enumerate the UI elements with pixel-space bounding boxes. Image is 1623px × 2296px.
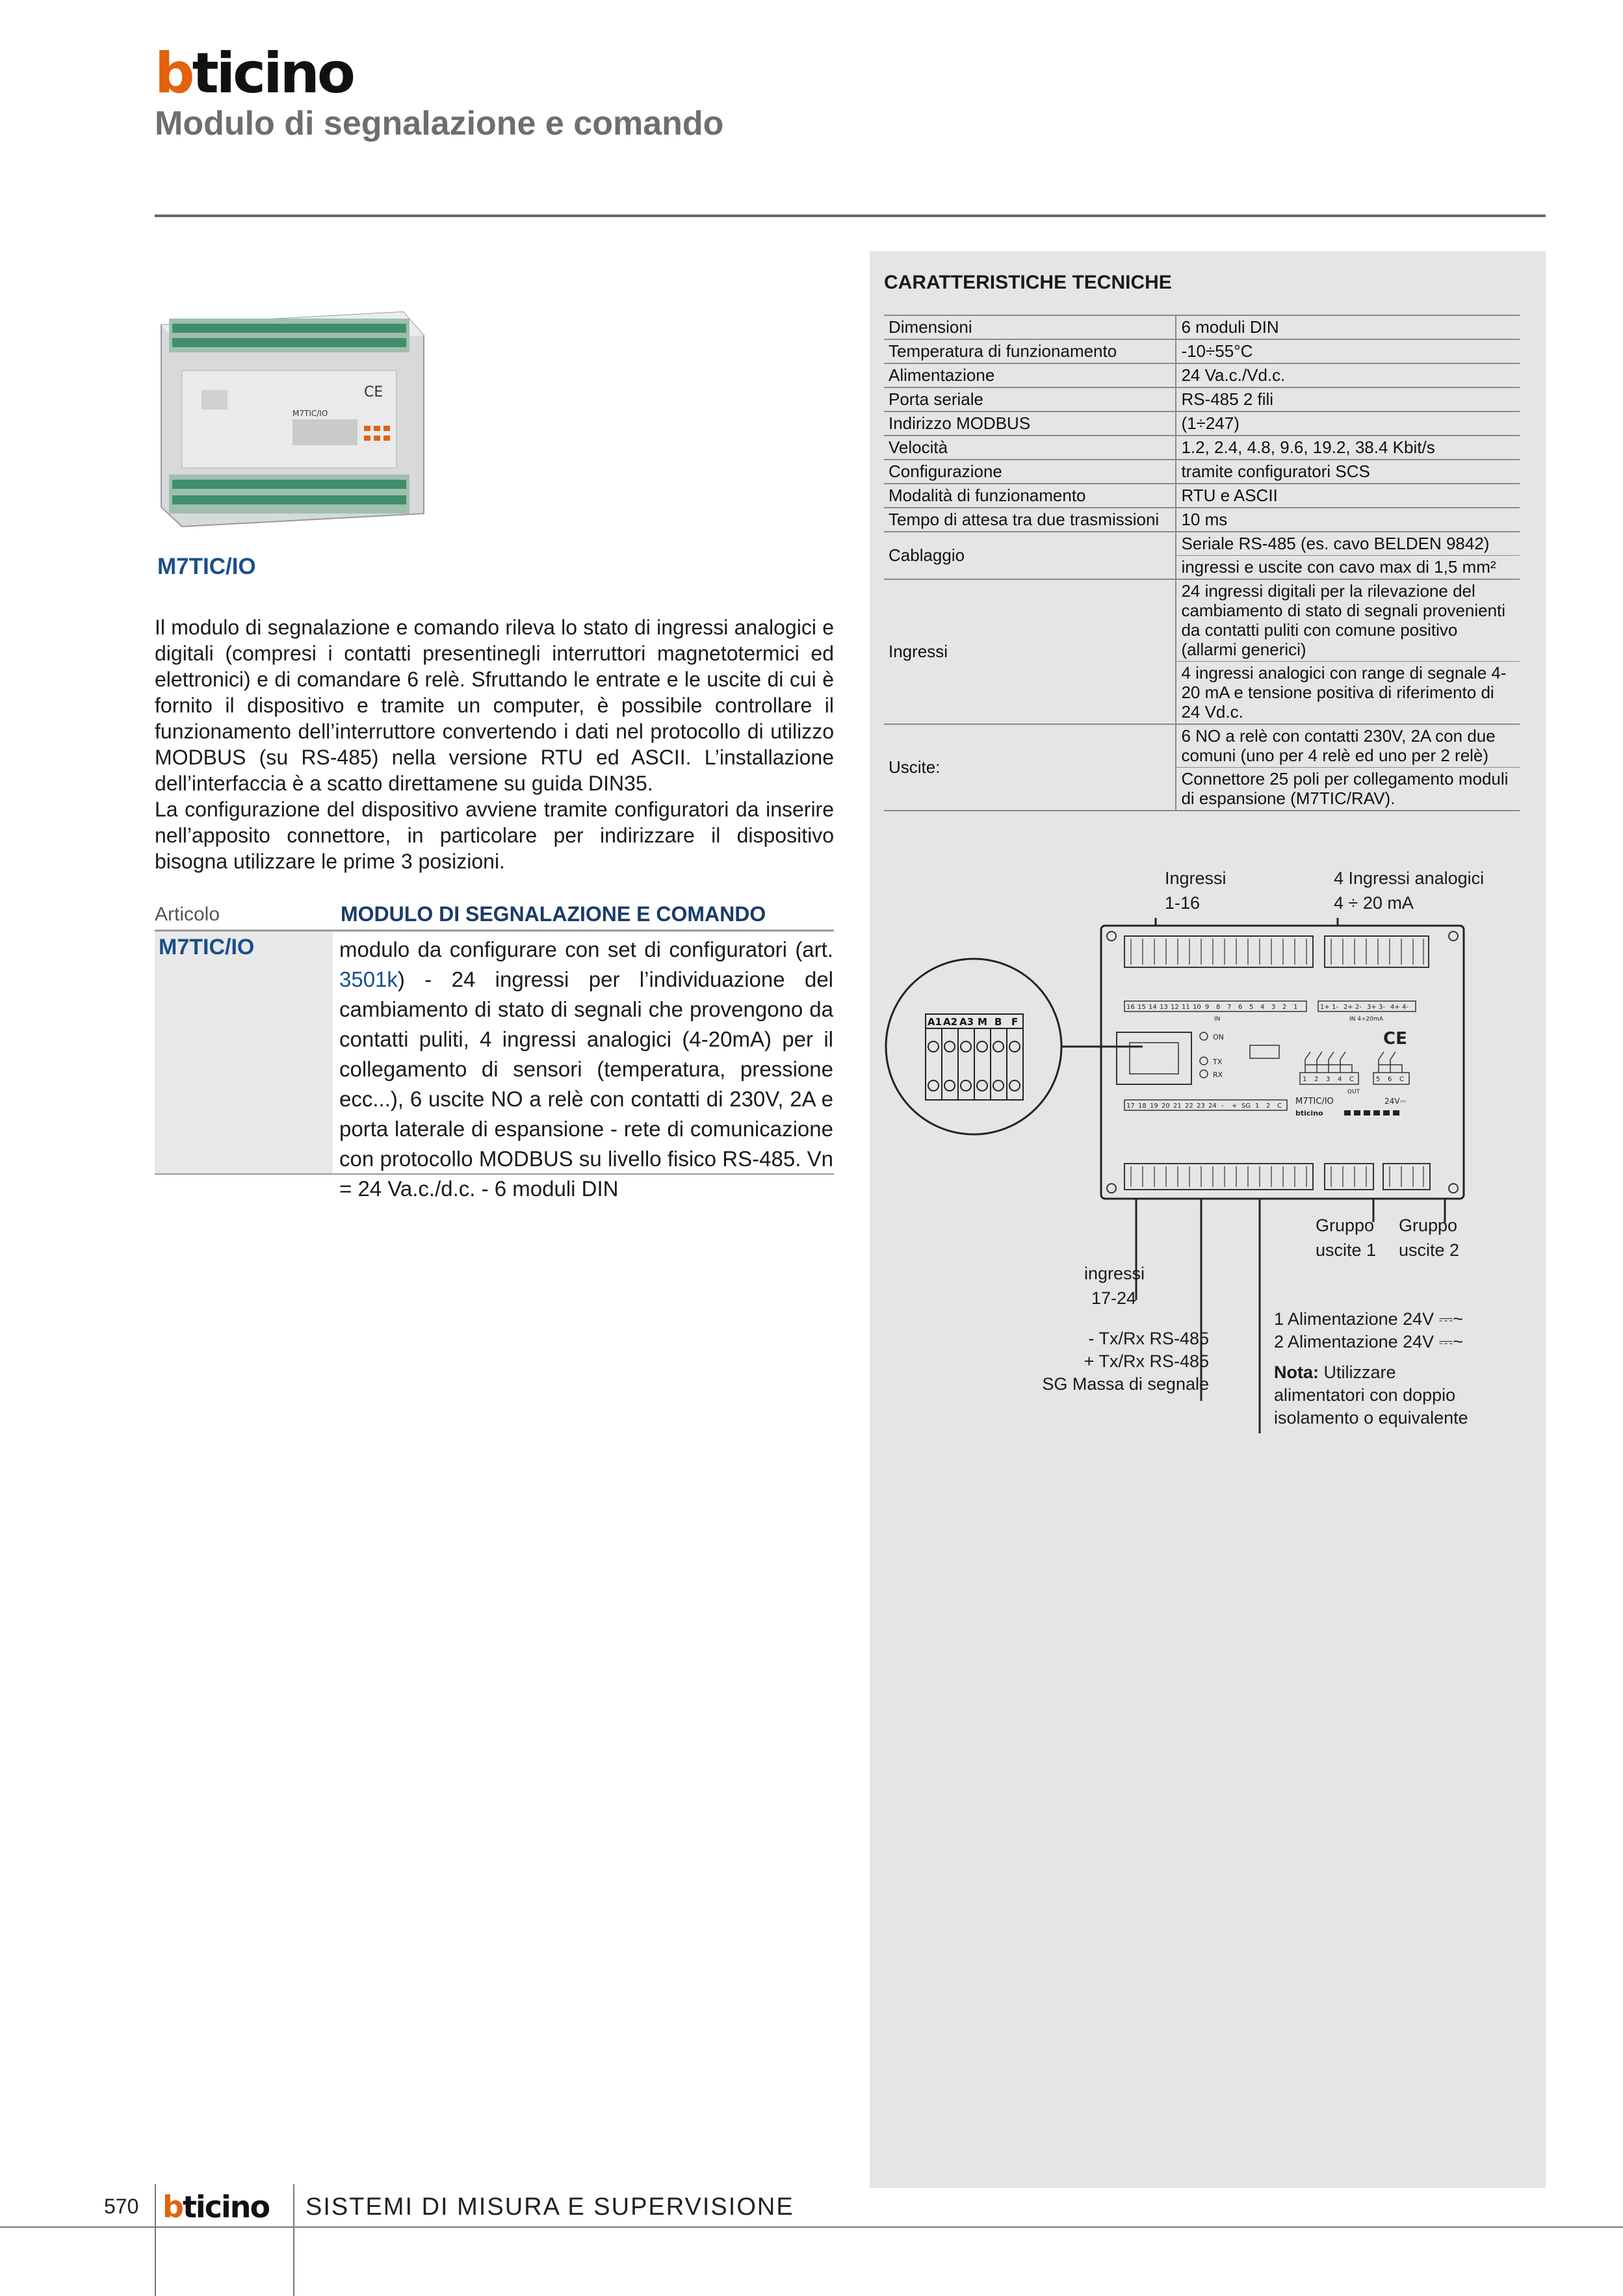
label-gruppo1-line2: uscite 1 [1316,1240,1377,1260]
article-desc-part-2: ) - 24 ingressi per l’individuazione del cambiamento di stato di segnali che provengono da contatti puliti, 4 ingressi analogici (4-20mA) per il collegamento di sensori (temperatura, pressione ecc...), 6 uscite NO a relè con contatti di 230V, 2A e porta laterale di espansione - rete di comunicazione con protocollo MODBUS su livello fisico RS-485. Vn = 24 Va.c./d.c. - 6 moduli DIN [339,967,833,1201]
terminal-3p: 3+ [1367,1004,1377,1011]
label-gruppo2-line2: uscite 2 [1399,1240,1460,1260]
slot-a1: A1 [928,1016,942,1028]
spec-row [884,387,1520,411]
label-gruppo1-line1: Gruppo [1316,1216,1375,1235]
spec-row [884,363,1520,387]
voltage-label: 24V⎓ [1384,1097,1407,1106]
spec-value: 1.2, 2.4, 4.8, 9.6, 19.2, 38.4 Kbit/s [1176,436,1520,460]
spec-key: Indirizzo MODBUS [884,411,1176,436]
terminal-8: 8 [1216,1004,1221,1011]
terminal-16: 16 [1126,1004,1135,1011]
spec-row [884,484,1520,508]
spec-value: Seriale RS-485 (es. cavo BELDEN 9842) [1176,532,1520,556]
product-image [156,299,429,530]
label-alim-2: 2 Alimentazione 24V ⎓~ [1274,1332,1463,1351]
terminal-plus: + [1232,1102,1238,1110]
terminal-21: 21 [1173,1102,1182,1110]
description-column-header: MODULO DI SEGNALAZIONE E COMANDO [341,902,766,926]
footer-brand-logo [162,2189,270,2224]
specs-table [884,315,1520,811]
terminal-23: 23 [1197,1102,1205,1110]
footer-divider [0,2226,1623,2228]
spec-key: Temperatura di funzionamento [884,339,1176,363]
device-brand-label: bticino [1295,1109,1323,1117]
spec-row-ingressi [884,579,1520,662]
spec-key: Alimentazione [884,363,1176,387]
spec-row-uscite [884,724,1520,768]
out1-terminal-labels [1303,1076,1354,1083]
configurator-slot-labels [928,1016,1018,1028]
spec-value: 6 moduli DIN [1176,315,1520,339]
footer-logo-rest: ticino [182,2189,270,2224]
logo-rest: ticino [192,41,353,106]
spec-value: 24 ingressi digitali per la rilevazione del cambiamento di stato di segnali provenienti da contatti puliti con comune positivo (allarmi generici) [1176,579,1520,662]
terminal-14: 14 [1149,1004,1157,1011]
spec-value: 10 ms [1176,508,1520,532]
page-title: Modulo di segnalazione e comando [155,105,724,142]
terminal-4p: 4+ [1390,1004,1400,1011]
spec-value: 4 ingressi analogici con range di segnale 4-20 mA e tensione positiva di riferimento di 24 Vd.c. [1176,662,1520,725]
spec-key: Modalità di funzionamento [884,484,1176,508]
description-paragraph-1: Il modulo di segnalazione e comando rileva lo stato di ingressi analogici e digitali (compresi i contatti presentinegli interruttori magnetotermici ed elettronici) e di comandare 6 relè. Sfruttando le entrate e le uscite di cui è fornito il dispositivo e tramite un computer, è possibile controllare il funzionamento dell’interruttore convertendo i dati nel protocollo di utilizzo MODBUS (su RS-485) nella versione RTU ed ASCII. L’installazione dell’interfaccia è a scatto direttamene su guida DIN35. [155,616,834,795]
analog-terminal-labels [1320,1004,1409,1011]
spec-key: Ingressi [884,579,1176,724]
spec-value: RTU e ASCII [1176,484,1520,508]
label-ingressi-1-16 [1165,866,1227,915]
terminal-5: 5 [1249,1004,1254,1011]
label-rs485-plus: + Tx/Rx RS-485 [1084,1351,1209,1371]
spec-row [884,436,1520,460]
terminal-1: 1 [1293,1004,1298,1011]
out-label: OUT [1347,1089,1360,1095]
slot-m: M [978,1016,987,1028]
spec-value: (1÷247) [1176,411,1520,436]
spec-key: Configurazione [884,460,1176,484]
spec-key: Cablaggio [884,532,1176,579]
footer-separator-1 [155,2184,156,2296]
led-rx-label: RX [1213,1071,1223,1079]
terminal-out-1: 1 [1303,1076,1307,1083]
slot-b: B [994,1016,1002,1028]
label-rs485 [1040,1327,1209,1396]
terminal-sg: SG [1241,1102,1251,1110]
terminal-19: 19 [1150,1102,1158,1110]
terminal-out-2: 2 [1314,1076,1319,1083]
image-ce-mark: CE [364,384,383,400]
brand-logo [155,41,353,106]
terminal-2m: 2- [1355,1004,1362,1011]
label-alimentazione [1274,1308,1468,1429]
terminal-minus: - [1221,1102,1224,1110]
article-desc-part-1: modulo da configurare con set di configuratori (art. [339,937,833,961]
spec-row [884,508,1520,532]
terminal-12: 12 [1171,1004,1179,1011]
label-nota [1274,1361,1468,1384]
terminal-7: 7 [1227,1004,1232,1011]
analog-in-label: IN 4÷20mA [1349,1016,1383,1023]
terminal-out-3: 3 [1326,1076,1331,1083]
terminal-13: 13 [1160,1004,1168,1011]
spec-key: Dimensioni [884,315,1176,339]
article-description [339,935,833,1204]
spec-value: ingressi e uscite con cavo max di 1,5 mm² [1176,556,1520,580]
slot-a2: A2 [943,1016,958,1028]
terminal-out-6: 6 [1388,1076,1392,1083]
spec-row-cablaggio [884,532,1520,556]
article-column-header: Articolo [155,904,220,925]
terminal-10: 10 [1193,1004,1201,1011]
terminal-20: 20 [1162,1102,1170,1110]
terminal-3m: 3- [1379,1004,1385,1011]
spec-row [884,460,1520,484]
terminal-18: 18 [1138,1102,1147,1110]
label-alim-1: 1 Alimentazione 24V ⎓~ [1274,1309,1463,1329]
terminal-22: 22 [1185,1102,1193,1110]
terminal-6: 6 [1238,1004,1243,1011]
label-analog-line2: 4 ÷ 20 mA [1334,893,1414,913]
terminal-out-c1: C [1349,1076,1354,1083]
top-terminal-labels [1126,1004,1297,1011]
device-model-label: M7TIC/IO [1295,1097,1334,1106]
out2-terminal-labels [1376,1076,1404,1083]
label-ingressi-17-24-line2: 17-24 [1091,1288,1136,1308]
nota-label: Nota: [1274,1363,1319,1382]
slot-f: F [1011,1016,1019,1028]
footer-section-title: SISTEMI DI MISURA E SUPERVISIONE [305,2193,794,2221]
description-paragraph-2: La configurazione del dispositivo avviene tramite configuratori da inserire nell’apposito connettore, in particolare per indirizzare il dispositivo bisogna utilizzare le prime 3 posizioni. [155,798,834,873]
footer-separator-2 [293,2184,294,2296]
terminal-alim-2: 2 [1266,1102,1271,1110]
label-gruppo-uscite-2 [1399,1213,1459,1262]
spec-key: Tempo di attesa tra due trasmissioni [884,508,1176,532]
label-ingressi-17-24-line1: ingressi [1084,1264,1145,1283]
terminal-1p: 1+ [1320,1004,1330,1011]
terminal-out-c2: C [1399,1076,1404,1083]
ce-mark: CE [1383,1029,1407,1049]
spec-row [884,315,1520,339]
footer-logo-b: b [162,2189,183,2224]
specs-title: CARATTERISTICHE TECNICHE [884,272,1172,293]
spec-key: Porta seriale [884,387,1176,411]
spec-row [884,411,1520,436]
terminal-2p: 2+ [1344,1004,1353,1011]
spec-value: 24 Va.c./Vd.c. [1176,363,1520,387]
led-tx-label: TX [1213,1058,1223,1066]
article-table-rule-bottom [155,1173,834,1175]
slot-a3: A3 [959,1016,974,1028]
spec-key: Velocità [884,436,1176,460]
label-analog-inputs [1334,866,1484,915]
article-code: M7TIC/IO [159,935,255,959]
terminal-11: 11 [1182,1004,1190,1011]
terminal-2: 2 [1282,1004,1287,1011]
label-gruppo-uscite-1 [1316,1213,1376,1262]
label-gruppo2-line1: Gruppo [1399,1216,1458,1235]
label-signal-ground: SG Massa di segnale [1042,1374,1209,1394]
in-label: IN [1214,1016,1221,1023]
nota-text: Utilizzare [1319,1363,1396,1382]
spec-value: 6 NO a relè con contatti 230V, 2A con due comuni (uno per 4 relè ed uno per 2 relè) [1176,724,1520,768]
spec-value: tramite configuratori SCS [1176,460,1520,484]
label-ingressi-line2: 1-16 [1165,893,1201,913]
logo-b: b [155,41,192,106]
configurator-article-link[interactable]: 3501k [339,967,398,991]
spec-key: Uscite: [884,724,1176,811]
terminal-out-4: 4 [1338,1076,1342,1083]
terminal-out-5: 5 [1376,1076,1381,1083]
nota-line-2: alimentatori con doppio [1274,1385,1456,1405]
label-analog-line1: 4 Ingressi analogici [1334,868,1485,888]
spec-value: -10÷55°C [1176,339,1520,363]
label-ingressi-line1: Ingressi [1165,868,1227,888]
header-divider [155,215,1546,217]
label-rs485-minus: - Tx/Rx RS-485 [1088,1329,1209,1348]
terminal-17: 17 [1126,1102,1135,1110]
spec-row [884,339,1520,363]
terminal-alim-1: 1 [1255,1102,1260,1110]
bottom-terminal-labels [1126,1102,1282,1110]
terminal-9: 9 [1205,1004,1210,1011]
spec-value: Connettore 25 poli per collegamento moduli di espansione (M7TIC/RAV). [1176,768,1520,811]
label-ingressi-17-24 [1084,1261,1145,1311]
terminal-3: 3 [1271,1004,1276,1011]
terminal-1m: 1- [1332,1004,1338,1011]
terminal-c: C [1277,1102,1282,1110]
terminal-24: 24 [1208,1102,1217,1110]
product-description [155,614,834,874]
terminal-4: 4 [1260,1004,1265,1011]
article-code-cell [155,932,333,1173]
product-code: M7TIC/IO [157,554,256,579]
image-model-label: M7TIC/IO [292,409,328,418]
nota-line-3: isolamento o equivalente [1274,1408,1468,1428]
led-on-label: ON [1213,1033,1224,1041]
page-number: 570 [104,2195,139,2218]
terminal-4m: 4- [1402,1004,1409,1011]
spec-value: RS-485 2 fili [1176,387,1520,411]
terminal-15: 15 [1137,1004,1146,1011]
